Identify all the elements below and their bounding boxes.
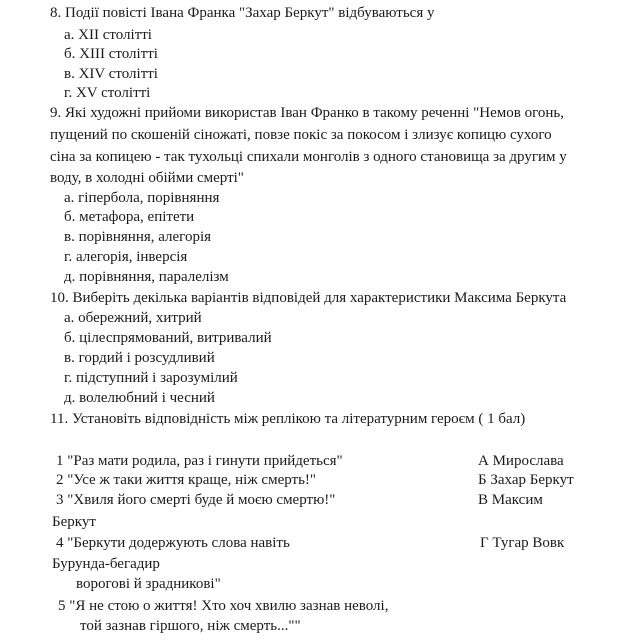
quote-3-continuation: Беркут [52,514,96,530]
q10-option-d: г. підступний і зарозумілий [64,370,238,386]
hero-a: А Мирослава [478,453,564,469]
question-10: 10. Виберіть декілька варіантів відповідей для характеристики Максима Беркута [50,290,567,306]
question-9-line-3: сіна за копицею - так тухольці спихали монголів з одного становища за другим у [50,149,567,165]
hero-b: Б Захар Беркут [478,472,574,488]
q8-option-a: а. XII столітті [64,27,152,43]
q10-option-b: б. цілеспрямований, витривалий [64,330,272,346]
q9-option-a: а. гіпербола, порівняння [64,190,220,206]
q8-option-b: б. XIII столітті [64,46,158,62]
question-9-line-2: пущений по скошеній сіножаті, повзе покіс за покосом і злизує копицю сухого [50,127,552,143]
q9-option-d: г. алегорія, інверсія [64,249,188,265]
hero-d: Г Тугар Вовк [480,535,565,551]
quote-4: 4 "Беркути додержують слова навіть [56,535,290,551]
quote-4-continuation-2: ворогові й зрадникові" [76,576,221,592]
quote-5: 5 "Я не стою о життя! Хто хоч хвилю зазнав неволі, [58,598,389,614]
question-9-line-1: 9. Які художні прийоми використав Іван Франко в такому реченні "Немов огонь, [50,105,565,121]
quote-2: 2 "Усе ж таки життя краще, ніж смерть!" [56,472,317,488]
quote-5-continuation: той зазнав гіршого, ніж смерть..."" [80,618,301,634]
q10-option-a: а. обережний, хитрий [64,310,202,326]
question-9-line-4: воду, в холодні обійми смерті" [50,170,244,186]
q10-option-e: д. волелюбний і чесний [64,390,215,406]
q9-option-b: б. метафора, епітети [64,209,195,225]
q9-option-c: в. порівняння, алегорія [64,229,212,245]
hero-c: В Максим [478,492,543,508]
q9-option-e: д. порівняння, паралелізм [64,269,229,285]
quote-3: 3 "Хвиля його смерті буде й моєю смертю!" [56,492,336,508]
quote-4-continuation-1: Бурунда-бегадир [52,556,160,572]
q8-option-d: г. XV столітті [64,85,151,101]
question-11: 11. Установіть відповідність між реплікою та літературним героєм ( 1 бал) [50,411,526,427]
q10-option-c: в. гордий і розсудливий [64,350,215,366]
q8-option-c: в. XIV столітті [64,66,158,82]
question-8: 8. Події повісті Івана Франка "Захар Беркут" відбуваються у [50,5,435,21]
quote-1: 1 "Раз мати родила, раз і гинути прийдеться" [56,453,343,469]
